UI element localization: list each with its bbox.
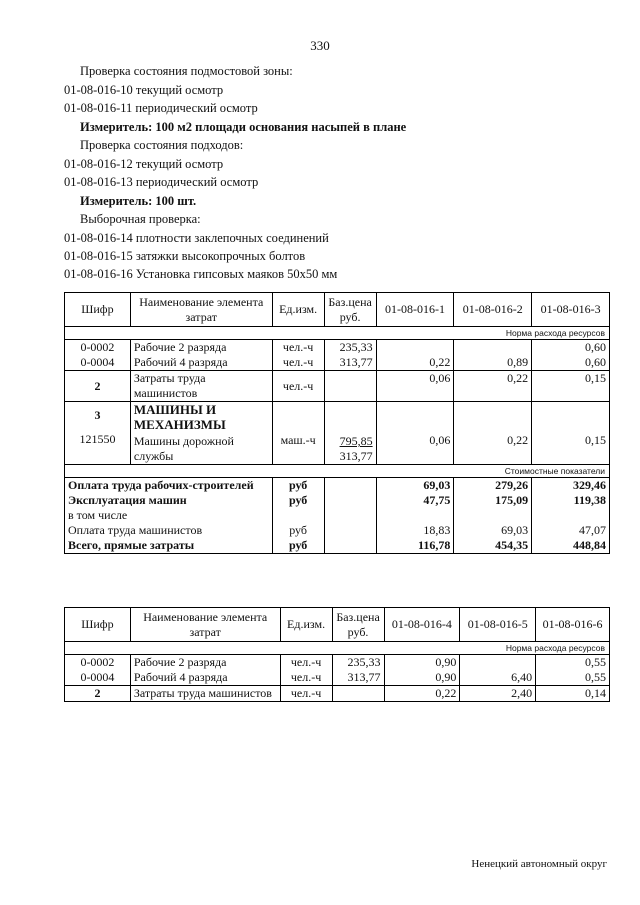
cell-unit: руб — [272, 538, 324, 554]
table-header-row — [65, 293, 610, 327]
header-cell: Шифр — [65, 293, 131, 327]
cell-price: 235,33 — [324, 340, 376, 356]
cost-label: Стоимостные показатели — [65, 465, 610, 478]
cell-value — [532, 508, 610, 523]
cell-value: 329,46 — [532, 478, 610, 494]
cell-price — [324, 371, 376, 402]
section-row — [65, 642, 610, 655]
table-row — [65, 340, 610, 356]
cost-row — [65, 508, 610, 523]
header-cell: Наименование элемента затрат — [130, 608, 280, 642]
cell-value: 0,06 — [376, 402, 454, 465]
cell-unit — [272, 508, 324, 523]
cell-unit: чел.-ч — [280, 655, 332, 671]
cell-value: 0,90 — [384, 670, 460, 686]
cell-value: 47,07 — [532, 523, 610, 538]
cell-code: 0-0004 — [65, 355, 131, 371]
cell-price: 313,77 — [332, 670, 384, 686]
cell-value: 454,35 — [454, 538, 532, 554]
cell-name: Затраты труда машинистов — [130, 686, 280, 702]
cost-row — [65, 478, 610, 494]
header-cell: Ед.изм. — [280, 608, 332, 642]
header-cell: Ед.изм. — [272, 293, 324, 327]
measure-line: Измеритель: 100 м2 площади основания насыпей в плане — [80, 120, 407, 134]
table-row — [65, 686, 610, 702]
cost-row — [65, 523, 610, 538]
cell-code: 0-0002 — [65, 340, 131, 356]
cell-value: 0,22 — [384, 686, 460, 702]
cell-value: 0,55 — [536, 670, 610, 686]
cell-value: 0,22 — [376, 355, 454, 371]
header-cell: Баз.цена руб. — [332, 608, 384, 642]
header-cell: 01-08-016-6 — [536, 608, 610, 642]
header-cell: Баз.цена руб. — [324, 293, 376, 327]
section-row — [65, 465, 610, 478]
cell-unit: маш.-ч — [272, 402, 324, 465]
header-cell: 01-08-016-2 — [454, 293, 532, 327]
cell-name: Всего, прямые затраты — [65, 538, 273, 554]
cell-value: 0,89 — [454, 355, 532, 371]
cell-value: 0,22 — [454, 371, 532, 402]
cell-value: 0,60 — [532, 340, 610, 356]
cell-name — [130, 402, 272, 465]
cell-price — [324, 478, 376, 494]
cell-value: 119,38 — [532, 493, 610, 508]
intro-line: 01-08-016-14 плотности заклепочных соединений — [64, 231, 329, 245]
table-row — [65, 655, 610, 671]
cell-unit: руб — [272, 523, 324, 538]
cost-row — [65, 538, 610, 554]
cell-value: 0,22 — [454, 402, 532, 465]
cell-name: Затраты труда машинистов — [130, 371, 272, 402]
cell-value: 2,40 — [460, 686, 536, 702]
cell-unit: чел.-ч — [272, 355, 324, 371]
header-cell: Наименование элемента затрат — [130, 293, 272, 327]
resource-table-2 — [64, 607, 610, 702]
cell-value: 6,40 — [460, 670, 536, 686]
cell-value: 116,78 — [376, 538, 454, 554]
machines-row — [65, 402, 610, 465]
cell-value: 448,84 — [532, 538, 610, 554]
header-cell: Шифр — [65, 608, 131, 642]
cell-name: Рабочий 4 разряда — [130, 670, 280, 686]
table-row — [65, 371, 610, 402]
header-cell: 01-08-016-1 — [376, 293, 454, 327]
table-header-row — [65, 608, 610, 642]
cell-unit: чел.-ч — [280, 686, 332, 702]
cell-code: 2 — [65, 371, 131, 402]
machines-title: МАШИНЫ И МЕХАНИЗМЫ — [133, 402, 226, 432]
cell-code: 0-0002 — [65, 655, 131, 671]
machine-price: 795,85 — [339, 434, 373, 448]
cell-value: 69,03 — [454, 523, 532, 538]
cell-value: 18,83 — [376, 523, 454, 538]
cell-code: 0-0004 — [65, 670, 131, 686]
table-row — [65, 670, 610, 686]
measure-line: Измеритель: 100 шт. — [80, 194, 197, 208]
section-row — [65, 327, 610, 340]
cell-name: Рабочие 2 разряда — [130, 340, 272, 356]
cell-name: Рабочий 4 разряда — [130, 355, 272, 371]
cell-value: 0,15 — [532, 402, 610, 465]
cell-value — [376, 508, 454, 523]
cell-unit: чел.-ч — [272, 371, 324, 402]
cell-name: Рабочие 2 разряда — [130, 655, 280, 671]
cell-value — [454, 508, 532, 523]
footer-region: Ненецкий автономный округ — [471, 858, 607, 870]
machine-name: Машины дорожной службы — [133, 434, 234, 463]
cell-unit: чел.-ч — [272, 340, 324, 356]
norm-label: Норма расхода ресурсов — [65, 327, 610, 340]
intro-line: Выборочная проверка: — [80, 212, 201, 226]
intro-line: 01-08-016-12 текущий осмотр — [64, 157, 224, 171]
cell-name: Оплата труда рабочих-строителей — [65, 478, 273, 494]
cell-name: Оплата труда машинистов — [65, 523, 273, 538]
cell-value: 0,90 — [384, 655, 460, 671]
header-cell: 01-08-016-4 — [384, 608, 460, 642]
cell-value — [454, 340, 532, 356]
cell-value: 279,26 — [454, 478, 532, 494]
intro-line: 01-08-016-15 затяжки высокопрочных болтов — [64, 249, 306, 263]
cell-code: 2 — [65, 686, 131, 702]
intro-line: 01-08-016-11 периодический осмотр — [64, 101, 258, 115]
machine-price-driver: 313,77 — [339, 449, 373, 463]
cell-value: 47,75 — [376, 493, 454, 508]
intro-line: 01-08-016-13 периодический осмотр — [64, 175, 259, 189]
cell-price — [324, 402, 376, 465]
cell-price — [324, 538, 376, 554]
cell-value: 0,55 — [536, 655, 610, 671]
machine-code: 121550 — [79, 432, 116, 446]
cost-row — [65, 493, 610, 508]
cell-value: 175,09 — [454, 493, 532, 508]
cell-price — [324, 493, 376, 508]
cell-value: 0,06 — [376, 371, 454, 402]
intro-line: Проверка состояния подходов: — [80, 138, 244, 152]
cell-value — [376, 340, 454, 356]
cell-value: 0,60 — [532, 355, 610, 371]
norm-label: Норма расхода ресурсов — [65, 642, 610, 655]
intro-line: Проверка состояния подмостовой зоны: — [80, 64, 293, 78]
intro-line: 01-08-016-16 Установка гипсовых маяков 50х50 мм — [64, 267, 338, 281]
cell-name: в том числе — [65, 508, 273, 523]
cell-price: 313,77 — [324, 355, 376, 371]
cell-value — [460, 655, 536, 671]
cell-price: 235,33 — [332, 655, 384, 671]
cell-value: 0,15 — [532, 371, 610, 402]
header-cell: 01-08-016-5 — [460, 608, 536, 642]
cell-name: Эксплуатация машин — [65, 493, 273, 508]
resource-table-1 — [64, 292, 610, 554]
machines-code: 3 — [94, 408, 101, 422]
table-row — [65, 355, 610, 371]
cell-value: 69,03 — [376, 478, 454, 494]
cell-unit: руб — [272, 478, 324, 494]
header-cell: 01-08-016-3 — [532, 293, 610, 327]
cell-code — [65, 402, 131, 465]
cell-value: 0,14 — [536, 686, 610, 702]
cell-price — [324, 523, 376, 538]
cell-unit: руб — [272, 493, 324, 508]
cell-price — [332, 686, 384, 702]
page-number: 330 — [310, 38, 330, 53]
cell-price — [324, 508, 376, 523]
intro-line: 01-08-016-10 текущий осмотр — [64, 83, 224, 97]
cell-unit: чел.-ч — [280, 670, 332, 686]
